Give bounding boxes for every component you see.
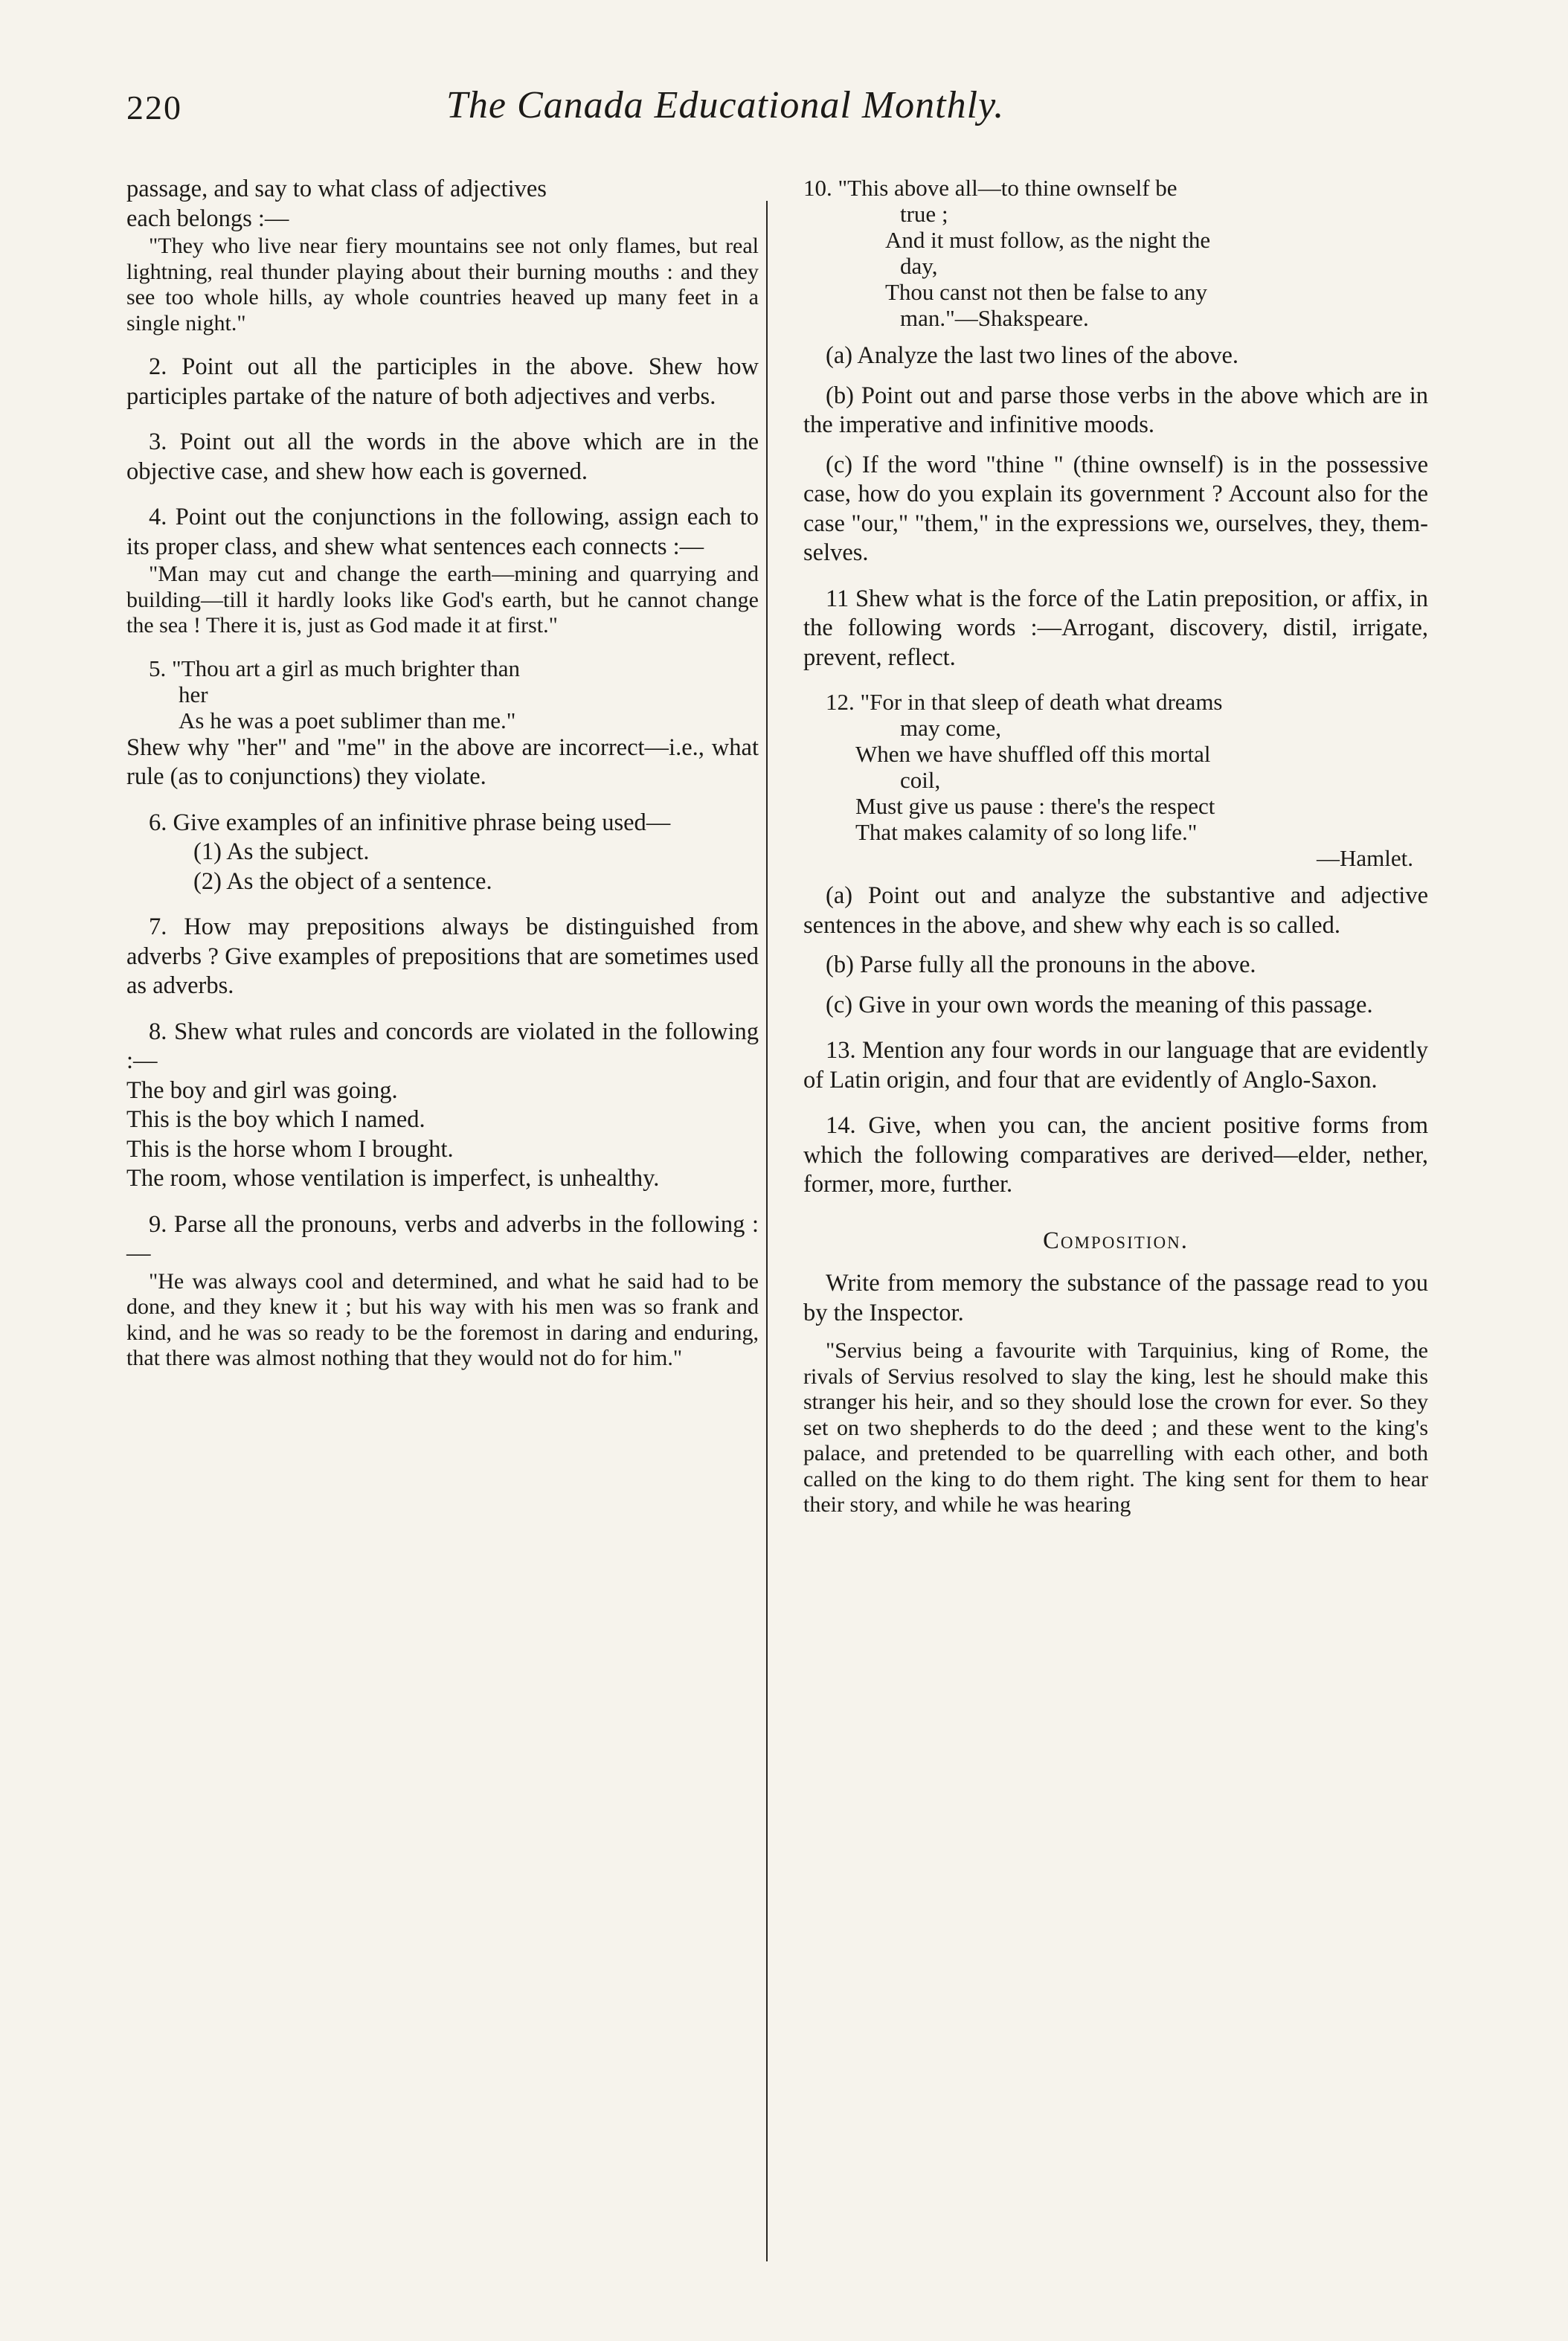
q10-verse-line-1: 10. "This above all—to thine ownself be: [803, 175, 1177, 201]
q12-verse-line-2: may come,: [900, 715, 1002, 741]
page-number: 220: [126, 89, 182, 126]
question-3: 3. Point out all the words in the above which are in the objective case, and shew how each is governed.: [126, 428, 759, 485]
composition-instruction: Write from memory the substance of the passage read to you by the Inspector.: [803, 1270, 1428, 1326]
question-4: 4. Point out the conjunctions in the following, assign each to its proper class, and shew what sentences each connects :—: [126, 504, 759, 560]
quote-always-cool: "He was always cool and determined, and what he said had to be done, and they knew it ; but his way with his men was so frank and kind, and he was so ready to be the foremost in daring and enduring, that there was almost nothing that they would not do for him.": [126, 1268, 759, 1370]
q10-verse-line-3: And it must follow, as the night the: [885, 227, 1211, 253]
question-2: 2. Point out all the participles in the above. Shew how participles partake of the nature of both adjectives and verbs.: [126, 353, 759, 410]
running-title: The Canada Educational Monthly.: [446, 84, 1005, 126]
question-7: 7. How may prepositions always be distinguished from adverbs ? Give examples of prepositions that are sometimes used as adverbs.: [126, 913, 759, 999]
question-9: 9. Parse all the pronouns, verbs and adverbs in the following :—: [126, 1210, 759, 1267]
question-10-verse: [803, 175, 1428, 331]
question-12-a: (a) Point out and analyze the substantive and adjective sentences in the above, and shew why each is so called.: [803, 882, 1428, 939]
q10-verse-line-6: man."—Shakspeare.: [900, 305, 1089, 331]
question-12-b: (b) Parse fully all the pronouns in the above.: [826, 951, 1256, 978]
intro-line-2: each belongs :—: [126, 205, 289, 232]
quote-man-may-cut: "Man may cut and change the earth—mining and quarrying and building—till it hardly looks like God's earth, but he cannot change the sea ! There it is, just as God made it at first.": [126, 562, 759, 638]
left-column: [126, 175, 759, 1372]
question-10-b: (b) Point out and parse those verbs in the above which are in the imperative and infinitive moods.: [803, 382, 1428, 438]
right-column: [803, 175, 1428, 1518]
question-5-verse: [126, 655, 759, 733]
q12-verse-line-5: Must give us pause : there's the respect: [855, 793, 1215, 819]
intro-line-1: passage, and say to what class of adjectives: [126, 176, 547, 202]
question-8-example-4: The room, whose ventilation is imperfect, is unhealthy.: [126, 1165, 660, 1192]
q12-verse-line-6: That makes calamity of so long life.": [855, 819, 1198, 845]
composition-heading: Composition.: [1043, 1227, 1189, 1254]
question-12-verse: [803, 689, 1428, 871]
question-5-body: Shew why "her" and "me" in the above are incorrect—i.e., what rule (as to conjunctions) they violate.: [126, 733, 759, 790]
question-10-c: (c) If the word "thine " (thine ownself) is in the possessive case, how do you explain its government ? Account also for the case "our," "them," in the expressions we, ourselves, they, them-selves.: [803, 451, 1428, 566]
q10-verse-line-2: true ;: [900, 201, 948, 227]
question-8-example-3: This is the horse whom I brought.: [126, 1135, 454, 1163]
question-6: 6. Give examples of an infinitive phrase being used—: [149, 809, 671, 836]
page-header: [126, 84, 1413, 147]
question-11: 11 Shew what is the force of the Latin preposition, or affix, in the following words :—Arrogant, discovery, distil, irrigate, prevent, reflect.: [803, 585, 1428, 671]
quote-fiery-mountains: "They who live near fiery mountains see not only flames, but real lightning, real thunder playing about their burning mouths : and they see too whole hills, ay whole countries heaved up many feet in a single night.": [126, 234, 759, 335]
question-8: 8. Shew what rules and concords are violated in the following :—: [126, 1018, 759, 1074]
column-divider: [766, 201, 768, 2261]
question-6-option-2: (2) As the object of a sentence.: [193, 867, 492, 895]
question-8-example-1: The boy and girl was going.: [126, 1076, 398, 1104]
q10-verse-line-5: Thou canst not then be false to any: [885, 279, 1208, 305]
q5-verse-line-2: her: [179, 681, 208, 707]
composition-passage: "Servius being a favourite with Tarquinius, king of Rome, the rivals of Servius resolved to slay the king, lest he should make this stranger his heir, and so they should lose the crown for ever. So they set on two shepherds to do the deed ; and these went to the king's palace, and pretended to be quarrelling with each other, and both called on the king to do them right. The king sent for them to hear their story, and while he was hearing: [803, 1338, 1428, 1517]
question-14: 14. Give, when you can, the ancient positive forms from which the following comparatives are derived—elder, nether, former, more, further.: [803, 1112, 1428, 1198]
q12-verse-line-3: When we have shuffled off this mortal: [855, 741, 1211, 767]
q10-verse-line-4: day,: [900, 253, 938, 279]
question-12-c: (c) Give in your own words the meaning of this passage.: [826, 991, 1373, 1018]
q5-verse-line-1: 5. "Thou art a girl as much brighter than: [149, 655, 521, 681]
q12-verse-line-4: coil,: [900, 767, 941, 793]
question-10-a: (a) Analyze the last two lines of the above.: [826, 342, 1239, 369]
q12-attribution: —Hamlet.: [1317, 845, 1413, 871]
q12-verse-line-1: 12. "For in that sleep of death what dreams: [826, 689, 1223, 715]
question-8-example-2: This is the boy which I named.: [126, 1106, 425, 1133]
question-13: 13. Mention any four words in our language that are evidently of Latin origin, and four that are evidently of Anglo-Saxon.: [803, 1037, 1428, 1094]
q5-verse-line-3: As he was a poet sublimer than me.": [179, 707, 516, 733]
question-6-option-1: (1) As the subject.: [193, 838, 370, 865]
